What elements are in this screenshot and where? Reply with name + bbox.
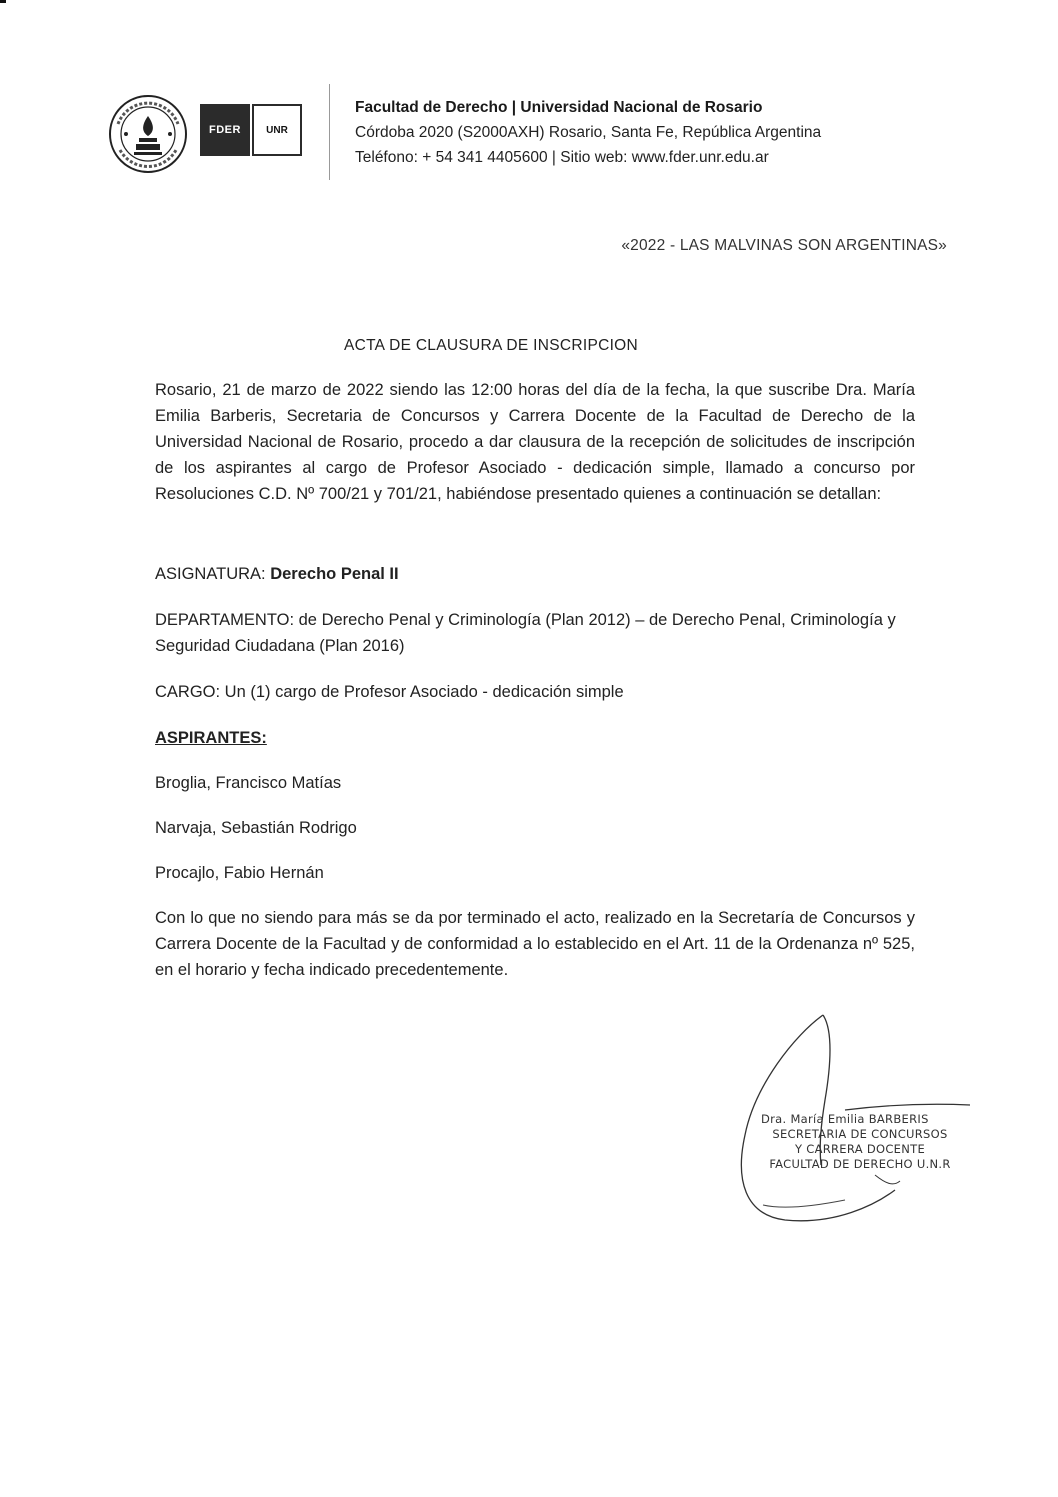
aspirantes-heading: ASPIRANTES:: [155, 729, 267, 747]
letterhead: [355, 95, 821, 170]
asignatura-line: [155, 561, 915, 587]
list-item: Narvaja, Sebastián Rodrigo: [155, 819, 357, 837]
asignatura-value: Derecho Penal II: [270, 565, 399, 583]
asignatura-label: ASIGNATURA:: [155, 565, 271, 583]
stamp-line-1: SECRETARIA DE CONCURSOS: [772, 1127, 948, 1141]
institution-name: Facultad de Derecho | Universidad Nacional de Rosario: [355, 99, 763, 116]
document-title: ACTA DE CLAUSURA DE INSCRIPCION: [343, 337, 639, 354]
cargo-line: CARGO: Un (1) cargo de Profesor Asociado - dedicación simple: [155, 683, 624, 701]
university-seal-icon: [108, 94, 188, 174]
official-stamp: [755, 1112, 965, 1172]
fder-logo: FDER: [200, 104, 250, 156]
closing-paragraph: Con lo que no siendo para más se da por terminado el acto, realizado en la Secretaría de Concursos y Carrera Docente de la Facultad y de conformidad a lo establecido en el Art. 11 de la Ordenanza nº 525, en el horario y fecha indicado precedentemente.: [155, 909, 915, 979]
intro-paragraph: Rosario, 21 de marzo de 2022 siendo las 12:00 horas del día de la fecha, la que suscribe Dra. María Emilia Barberis, Secretaria de Concursos y Carrera Docente de la Facultad de Derecho de la Universidad Nacional de Rosario, procedo a dar clausura de la recepción de solicitudes de inscripción de los aspirantes al cargo de Profesor Asociado - dedicación simple, llamado a concurso por Resoluciones C.D. Nº 700/21 y 701/21, habiéndose presentado quienes a continuación se detallan:: [155, 381, 915, 503]
departamento-line: DEPARTAMENTO: de Derecho Penal y Criminología (Plan 2012) – de Derecho Penal, Criminología y Seguridad Ciudadana (Plan 2016): [155, 611, 896, 655]
stamp-line-2: Y CARRERA DOCENTE: [794, 1142, 926, 1156]
scan-edge-mark: [0, 0, 6, 3]
institution-address: Córdoba 2020 (S2000AXH) Rosario, Santa Fe, República Argentina: [355, 124, 822, 141]
stamp-line-3: FACULTAD DE DERECHO U.N.R: [769, 1157, 951, 1171]
list-item: Procajlo, Fabio Hernán: [155, 864, 324, 882]
institution-contact: Teléfono: + 54 341 4405600 | Sitio web: www.fder.unr.edu.ar: [355, 149, 769, 166]
stamp-name: Dra. María Emilia BARBERIS: [761, 1112, 929, 1126]
year-motto: «2022 - LAS MALVINAS SON ARGENTINAS»: [621, 237, 947, 254]
header-divider: [329, 84, 330, 180]
unr-logo: UNR: [252, 104, 302, 156]
list-item: Broglia, Francisco Matías: [155, 774, 342, 792]
